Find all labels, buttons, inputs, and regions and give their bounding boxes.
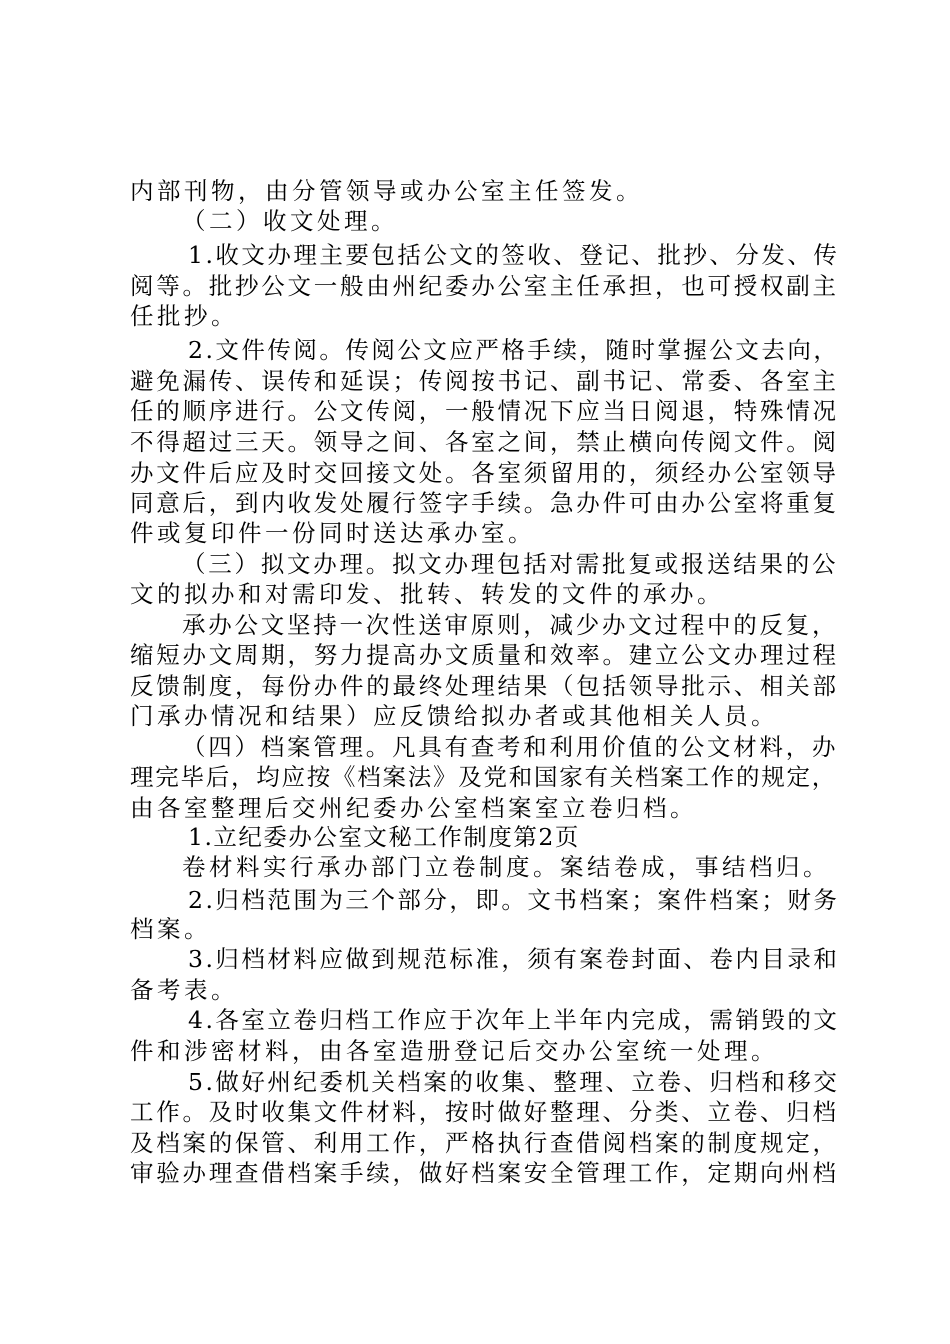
- text-line: 3.归档材料应做到规范标准，须有案卷封面、卷内目录和: [188, 945, 840, 973]
- text-line: （三）拟文办理。拟文办理包括对需批复或报送结果的公: [182, 550, 839, 578]
- text-line: 缩短办文周期，努力提高办文质量和效率。建立公文办理过程: [130, 641, 839, 669]
- text-line: 理完毕后，均应按《档案法》及党和国家有关档案工作的规定，: [130, 763, 837, 791]
- text-line: 反馈制度，每份办件的最终处理结果（包括领导批示、相关部: [130, 672, 839, 700]
- text-line: 工作。及时收集文件材料，按时做好整理、分类、立卷、归档: [130, 1098, 839, 1126]
- text-line: 阅等。批抄公文一般由州纪委办公室主任承担，也可授权副主: [130, 272, 839, 300]
- text-line: （二）收文处理。: [182, 207, 398, 235]
- text-line: 1.立纪委办公室文秘工作制度第2页: [188, 823, 580, 851]
- text-line: 档案。: [130, 915, 211, 943]
- text-line: （四）档案管理。凡具有查考和利用价值的公文材料，办: [182, 733, 839, 761]
- text-line: 1.收文办理主要包括公文的签收、登记、批抄、分发、传: [188, 241, 840, 269]
- text-line: 5.做好州纪委机关档案的收集、整理、立卷、归档和移交: [188, 1068, 840, 1096]
- text-line: 审验办理查借档案手续，做好档案安全管理工作，定期向州档: [130, 1159, 839, 1187]
- text-line: 备考表。: [130, 976, 238, 1004]
- text-line: 文的拟办和对需印发、批转、转发的文件的承办。: [130, 580, 724, 608]
- text-line: 避免漏传、误传和延误；传阅按书记、副书记、常委、各室主: [130, 367, 839, 395]
- text-line: 门承办情况和结果）应反馈给拟办者或其他相关人员。: [130, 702, 778, 730]
- text-line: 同意后，到内收发处履行签字手续。急办件可由办公室将重复: [130, 489, 839, 517]
- text-line: 4.各室立卷归档工作应于次年上半年内完成，需销毁的文: [188, 1006, 840, 1034]
- text-line: 卷材料实行承办部门立卷制度。案结卷成，事结档归。: [182, 853, 830, 881]
- text-line: 2.归档范围为三个部分，即。文书档案；案件档案；财务: [188, 886, 840, 914]
- text-line: 件或复印件一份同时送达承办室。: [130, 519, 535, 547]
- text-line: 承办公文坚持一次性送审原则，减少办文过程中的反复，: [182, 611, 839, 639]
- text-line: 件和涉密材料，由各室造册登记后交办公室统一处理。: [130, 1037, 778, 1065]
- text-line: 办文件后应及时交回接文处。各室须留用的，须经办公室领导: [130, 459, 839, 487]
- text-line: 及档案的保管、利用工作，严格执行查借阅档案的制度规定，: [130, 1129, 839, 1157]
- text-line: 任批抄。: [130, 302, 238, 330]
- text-line: 不得超过三天。领导之间、各室之间，禁止横向传阅文件。阅: [130, 428, 839, 456]
- text-line: 任的顺序进行。公文传阅，一般情况下应当日阅退，特殊情况: [130, 397, 839, 425]
- text-line: 由各室整理后交州纪委办公室档案室立卷归档。: [130, 794, 697, 822]
- text-line: 内部刊物，由分管领导或办公室主任签发。: [130, 177, 643, 205]
- text-line: 2.文件传阅。传阅公文应严格手续，随时掌握公文去向，: [188, 336, 840, 364]
